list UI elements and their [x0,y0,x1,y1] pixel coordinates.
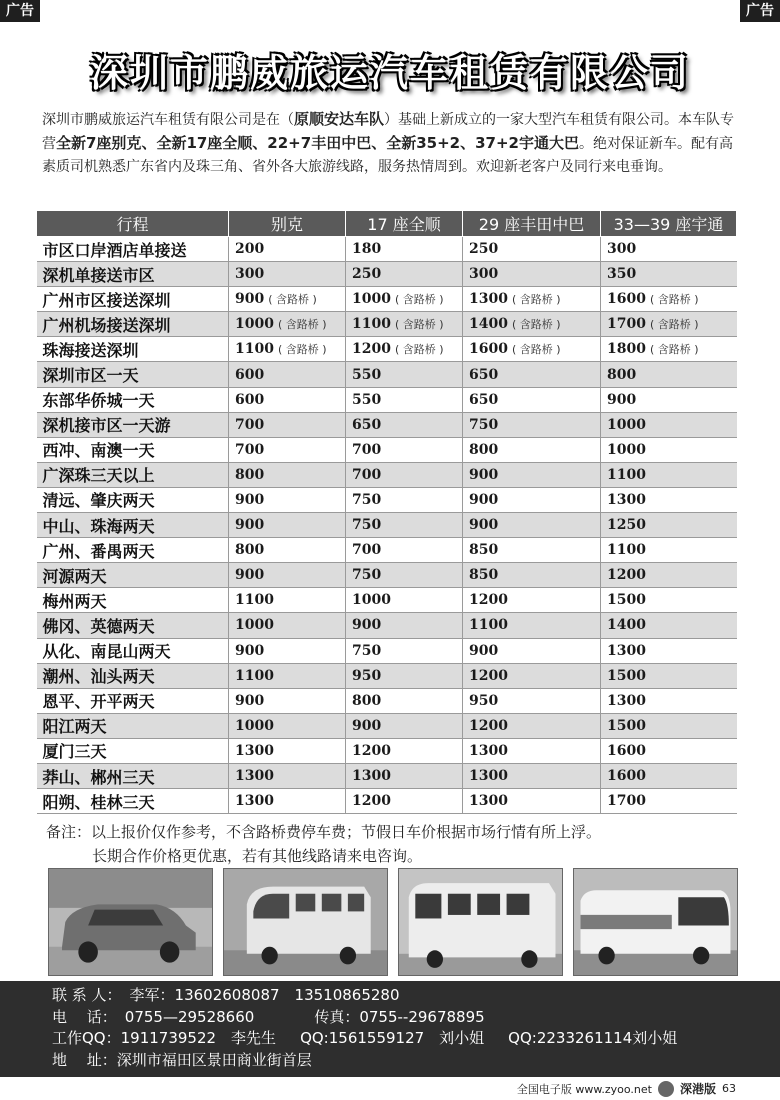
contact-person: 李军：13602608087 13510865280 [129,986,400,1004]
company-intro [42,108,742,179]
route-cell: 深机接市区一天游 [37,412,229,437]
company-title: 深圳市鹏威旅运汽车租赁有限公司 [89,50,690,95]
price-cell [601,237,737,262]
price-cell [601,262,737,287]
table-row [37,789,737,814]
price-value: 1200 [352,742,391,759]
toll-note: ( 含路桥 ) [511,293,561,307]
header-yutong: 33—39 座宇通 [601,211,737,237]
price-cell [229,588,346,613]
intro-text-2: ）基础上新成立的一家大型汽车租赁有限公司。本车队专营 [42,112,735,152]
price-cell [463,588,601,613]
page-number: 63 [722,1082,736,1095]
price-value: 850 [469,567,499,584]
price-value: 1200 [352,341,391,358]
price-value: 1100 [235,592,274,609]
price-value: 1500 [607,592,646,609]
price-cell [346,688,463,713]
route-cell: 深机单接送市区 [37,262,229,287]
header-buick: 别克 [229,211,346,237]
price-cell [463,713,601,738]
price-value: 1300 [235,793,274,810]
route-cell: 深圳市区一天 [37,362,229,387]
price-value: 900 [235,642,265,659]
price-cell [463,437,601,462]
toll-note: ( 含路桥 ) [394,293,444,307]
table-row [37,312,737,337]
price-value: 1100 [607,466,646,483]
price-cell [463,738,601,763]
address-label: 地 址： [52,1050,117,1069]
price-cell [463,487,601,512]
price-value: 1600 [607,768,646,785]
price-cell [229,487,346,512]
price-value: 1200 [469,717,508,734]
contact-address-row [52,1050,780,1072]
price-cell [229,789,346,814]
price-cell [229,287,346,312]
toll-note: ( 含路桥 ) [649,318,699,332]
qq-label: 工作QQ： [52,1029,121,1047]
price-value: 300 [607,241,637,258]
price-value: 1300 [469,768,508,785]
price-cell [229,462,346,487]
price-cell [346,513,463,538]
table-row [37,237,737,262]
price-value: 800 [352,692,382,709]
publication-logo-icon [658,1081,674,1097]
price-cell [463,387,601,412]
price-value: 1600 [607,291,646,308]
price-value: 1000 [235,316,274,333]
price-value: 1300 [469,291,508,308]
route-cell: 清远、肇庆两天 [37,487,229,512]
price-cell [463,462,601,487]
price-value: 900 [235,491,265,508]
price-value: 1600 [607,742,646,759]
price-cell [601,412,737,437]
contact-panel [0,981,780,1077]
price-value: 600 [235,366,265,383]
table-row [37,613,737,638]
price-cell [346,437,463,462]
table-row [37,713,737,738]
price-value: 1000 [352,291,391,308]
route-cell: 市区口岸酒店单接送 [37,237,229,262]
price-value: 1700 [607,793,646,810]
price-value: 1300 [235,742,274,759]
price-value: 250 [352,266,382,283]
price-cell [601,362,737,387]
price-cell [601,763,737,788]
price-value: 1400 [469,316,508,333]
price-value: 700 [352,542,382,559]
route-cell: 从化、南昆山两天 [37,638,229,663]
price-value: 1600 [469,341,508,358]
route-cell: 阳江两天 [37,713,229,738]
price-value: 900 [469,517,499,534]
price-cell [346,663,463,688]
price-value: 200 [235,241,265,258]
table-row [37,588,737,613]
price-value: 650 [469,366,499,383]
price-value: 1000 [607,441,646,458]
toll-note: ( 含路桥 ) [649,293,699,307]
price-cell [346,262,463,287]
price-cell [346,538,463,563]
toll-note: ( 含路桥 ) [511,343,561,357]
price-cell [229,362,346,387]
price-value: 700 [235,416,265,433]
table-row [37,287,737,312]
price-value: 1100 [607,542,646,559]
contact-phone-row [52,1007,780,1029]
price-value: 350 [607,266,637,283]
price-value: 1250 [607,517,646,534]
price-value: 900 [235,567,265,584]
price-value: 650 [352,416,382,433]
price-cell [601,638,737,663]
photo-yutong-coach [573,868,738,976]
route-cell: 潮州、汕头两天 [37,663,229,688]
price-cell [601,487,737,512]
price-cell [346,237,463,262]
table-row [37,763,737,788]
price-cell [463,412,601,437]
price-cell [463,513,601,538]
price-value: 950 [469,692,499,709]
table-header-row [37,211,737,237]
route-cell: 广深珠三天以上 [37,462,229,487]
toll-note: ( 含路桥 ) [277,343,327,357]
price-cell [229,538,346,563]
route-cell: 梅州两天 [37,588,229,613]
price-value: 1700 [607,316,646,333]
route-cell: 佛冈、英德两天 [37,613,229,638]
price-cell [463,789,601,814]
route-cell: 广州机场接送深圳 [37,312,229,337]
route-cell: 莽山、郴州三天 [37,763,229,788]
price-cell [346,713,463,738]
price-value: 1200 [352,793,391,810]
qq-2: QQ:1561559127 刘小姐 [300,1029,485,1047]
price-value: 750 [352,567,382,584]
price-value: 750 [352,517,382,534]
price-cell [601,563,737,588]
price-cell [346,789,463,814]
price-value: 800 [607,366,637,383]
price-value: 1300 [607,491,646,508]
price-value: 900 [235,291,265,308]
price-value: 1300 [235,768,274,785]
price-value: 300 [469,266,499,283]
price-cell [229,763,346,788]
price-cell [229,412,346,437]
price-cell [346,412,463,437]
price-cell [346,738,463,763]
qq-3: QQ:2233261114刘小姐 [508,1029,678,1047]
price-value: 1800 [607,341,646,358]
route-cell: 阳朔、桂林三天 [37,789,229,814]
price-cell [346,588,463,613]
price-cell [229,312,346,337]
price-value: 900 [235,692,265,709]
phone-label: 电 话： [52,1007,117,1026]
price-cell [601,738,737,763]
header-transit: 17 座全顺 [346,211,463,237]
toll-note: ( 含路桥 ) [394,318,444,332]
remark [46,820,746,868]
route-cell: 厦门三天 [37,738,229,763]
fax-label: 传真： [314,1007,360,1026]
price-value: 600 [235,391,265,408]
edition-text: 全国电子版 www.zyoo.net [516,1082,652,1096]
price-value: 700 [352,466,382,483]
toll-note: ( 含路桥 ) [649,343,699,357]
price-value: 1100 [235,667,274,684]
price-value: 900 [235,517,265,534]
price-cell [229,638,346,663]
price-cell [463,763,601,788]
price-value: 1300 [469,742,508,759]
route-cell: 广州市区接送深圳 [37,287,229,312]
price-cell [346,613,463,638]
price-value: 950 [352,667,382,684]
price-cell [229,563,346,588]
price-cell [463,663,601,688]
price-cell [346,462,463,487]
remark-line-2: 长期合作价格更优惠，若有其他线路请来电咨询。 [92,847,423,865]
price-value: 1200 [607,567,646,584]
price-cell [229,663,346,688]
remark-line-1: 备注：以上报价仅作参考，不含路桥费停车费；节假日车价根据市场行情有所上浮。 [46,823,602,841]
price-cell [463,538,601,563]
price-value: 1200 [469,592,508,609]
price-cell [601,312,737,337]
vehicle-photos [48,868,738,976]
address: 深圳市福田区景田商业街首层 [116,1050,312,1069]
table-row [37,563,737,588]
fax-number: 0755--29678895 [359,1007,485,1026]
price-value: 750 [352,491,382,508]
price-value: 1300 [469,793,508,810]
price-cell [346,287,463,312]
intro-text-3: 。绝对保证新车。配有高素质司机熟悉广东省内及珠三角、省外各大旅游线路，服务热情周到。欢迎新老客户及同行来电垂询。 [42,136,733,175]
price-cell [601,287,737,312]
price-cell [346,763,463,788]
page-footer [517,1080,736,1097]
price-cell [601,663,737,688]
price-value: 850 [469,542,499,559]
price-value: 1000 [235,617,274,634]
table-row [37,262,737,287]
price-value: 800 [235,466,265,483]
route-cell: 广州、番禺两天 [37,538,229,563]
ad-tag-left: 广告 [0,0,40,22]
table-row [37,462,737,487]
price-value: 1100 [352,316,391,333]
price-cell [346,337,463,362]
price-cell [346,362,463,387]
price-value: 750 [352,642,382,659]
table-row [37,437,737,462]
table-row [37,362,737,387]
price-value: 700 [235,441,265,458]
price-cell [463,262,601,287]
header-coaster: 29 座丰田中巴 [463,211,601,237]
price-cell [601,688,737,713]
toll-note: ( 含路桥 ) [394,343,444,357]
route-cell: 西冲、南澳一天 [37,437,229,462]
price-value: 750 [469,416,499,433]
price-cell [601,337,737,362]
price-cell [229,437,346,462]
route-cell: 东部华侨城一天 [37,387,229,412]
price-cell [229,688,346,713]
table-row [37,487,737,512]
price-table [36,210,737,814]
route-cell: 中山、珠海两天 [37,513,229,538]
intro-bold-1: 原顺安达车队 [294,110,385,128]
photo-buick-mpv [48,868,213,976]
table-row [37,638,737,663]
price-cell [601,437,737,462]
price-value: 1300 [607,642,646,659]
price-cell [346,487,463,512]
table-row [37,688,737,713]
price-value: 800 [235,542,265,559]
price-value: 900 [469,466,499,483]
price-cell [463,638,601,663]
price-cell [601,387,737,412]
table-row [37,412,737,437]
price-cell [229,262,346,287]
price-value: 700 [352,441,382,458]
price-cell [601,789,737,814]
price-value: 1200 [469,667,508,684]
table-row [37,337,737,362]
price-value: 900 [352,717,382,734]
photo-transit-van [223,868,388,976]
price-value: 1500 [607,717,646,734]
price-cell [229,513,346,538]
price-value: 900 [607,391,637,408]
price-cell [229,713,346,738]
price-cell [229,237,346,262]
price-cell [601,613,737,638]
table-row [37,663,737,688]
price-value: 1300 [352,768,391,785]
price-cell [346,387,463,412]
price-value: 1000 [607,416,646,433]
price-value: 180 [352,241,382,258]
intro-bold-2: 全新7座别克、全新17座全顺、22+7丰田中巴、全新35+2、37+2宇通大巴 [56,134,579,152]
price-cell [463,362,601,387]
header-route: 行程 [37,211,229,237]
price-cell [463,237,601,262]
price-cell [346,312,463,337]
phone-number: 0755—29528660 [124,1007,255,1026]
contact-person-label: 联 系 人： [52,986,122,1004]
price-value: 1100 [469,617,508,634]
price-value: 1000 [235,717,274,734]
price-value: 1500 [607,667,646,684]
price-cell [346,563,463,588]
price-cell [463,312,601,337]
table-row [37,738,737,763]
photo-coaster-bus [398,868,563,976]
intro-text-1: 深圳市鹏威旅运汽车租赁有限公司是在（ [42,112,294,128]
price-cell [229,738,346,763]
toll-note: ( 含路桥 ) [277,318,327,332]
price-value: 900 [469,491,499,508]
qq-1: 1911739522 李先生 [120,1029,277,1047]
price-table-body [37,237,737,814]
price-cell [229,387,346,412]
route-cell: 河源两天 [37,563,229,588]
price-cell [601,462,737,487]
price-cell [346,638,463,663]
toll-note: ( 含路桥 ) [268,293,317,307]
price-value: 300 [235,266,265,283]
table-row [37,513,737,538]
table-row [37,387,737,412]
price-value: 1100 [235,341,274,358]
toll-note: ( 含路桥 ) [511,318,561,332]
price-cell [229,337,346,362]
price-value: 1000 [352,592,391,609]
price-value: 1400 [607,617,646,634]
route-cell: 恩平、开平两天 [37,688,229,713]
price-cell [601,513,737,538]
price-cell [463,613,601,638]
price-value: 550 [352,391,382,408]
contact-person-row [52,985,780,1007]
price-value: 250 [469,241,499,258]
price-value: 550 [352,366,382,383]
price-cell [463,563,601,588]
price-value: 900 [352,617,382,634]
price-cell [229,613,346,638]
price-cell [463,337,601,362]
price-cell [601,713,737,738]
price-value: 1300 [607,692,646,709]
ad-tag-right: 广告 [740,0,780,22]
contact-qq-row [52,1028,780,1050]
price-cell [463,287,601,312]
price-value: 900 [469,642,499,659]
price-cell [601,588,737,613]
price-cell [601,538,737,563]
table-row [37,538,737,563]
price-value: 800 [469,441,499,458]
route-cell: 珠海接送深圳 [37,337,229,362]
price-value: 650 [469,391,499,408]
region-text: 深港版 [679,1082,716,1096]
price-cell [463,688,601,713]
